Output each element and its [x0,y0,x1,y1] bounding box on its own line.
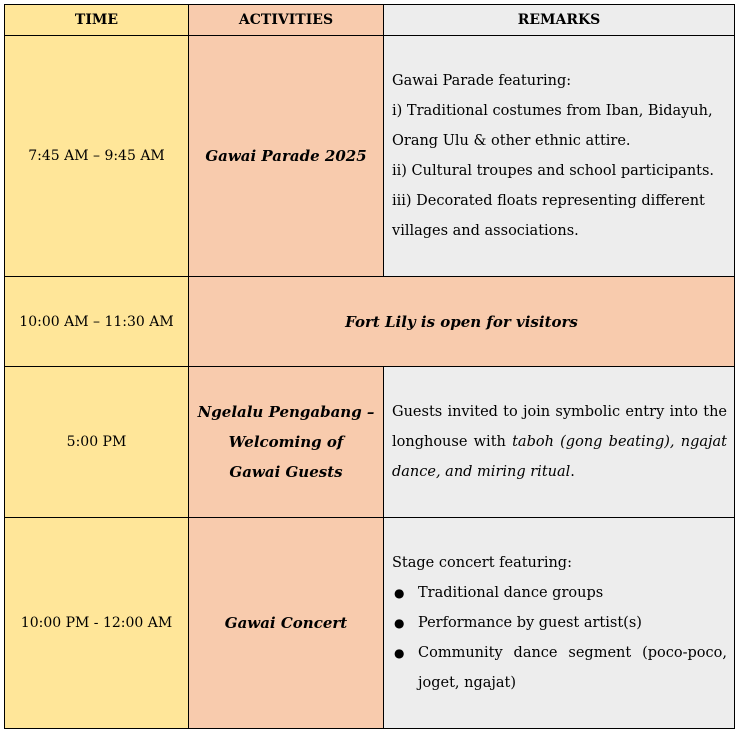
remark-intro: Stage concert featuring: [392,555,572,571]
bullet-icon: ● [394,646,405,660]
list-item [392,578,727,608]
bullet-text: Traditional dance groups [418,585,604,601]
time-cell: 10:00 PM - 12:00 AM [5,518,189,729]
time-cell: 7:45 AM – 9:45 AM [5,36,189,277]
bullet-text: Community dance segment (poco-poco, joget, ngajat) [418,645,727,691]
remarks-cell [384,518,735,729]
list-item [392,608,727,638]
time-cell: 10:00 AM – 11:30 AM [5,277,189,367]
table-row [5,518,735,729]
remark-italic-text: taboh (gong beating), ngajat dance, and miring ritual [392,434,727,480]
remark-text: Guests invited to join symbolic entry into the longhouse with [392,404,727,450]
time-cell: 5:00 PM [5,367,189,518]
bullet-icon: ● [394,616,405,630]
remark-line: i) Traditional costumes from Iban, Bidayuh, [392,103,713,119]
list-item [392,638,727,698]
activity-cell-merged: Fort Lily is open for visitors [189,277,735,367]
remarks-cell [384,36,735,277]
activity-line: Gawai Guests [229,463,343,481]
schedule-table [4,4,735,729]
activity-cell: Gawai Concert [189,518,384,729]
remarks-cell [384,367,735,518]
remark-line: ii) Cultural troupes and school participants. [392,163,715,179]
table-row [5,277,735,367]
remark-text-end: . [570,464,575,480]
remark-line: villages and associations. [392,223,579,239]
table-row [5,36,735,277]
header-row [5,5,735,36]
table-row [5,367,735,518]
bullet-icon: ● [394,586,405,600]
activity-cell [189,367,384,518]
remark-line: iii) Decorated floats representing different [392,193,705,209]
activity-line: Ngelalu Pengabang – [197,403,375,421]
activity-line: Welcoming of [228,433,344,451]
activity-cell: Gawai Parade 2025 [189,36,384,277]
remark-line: Orang Ulu & other ethnic attire. [392,133,631,149]
bullet-text: Performance by guest artist(s) [418,615,642,631]
header-time: TIME [5,5,189,36]
header-remarks: REMARKS [384,5,735,36]
remark-line: Gawai Parade featuring: [392,73,572,89]
bullet-list [392,578,727,698]
header-activities: ACTIVITIES [189,5,384,36]
